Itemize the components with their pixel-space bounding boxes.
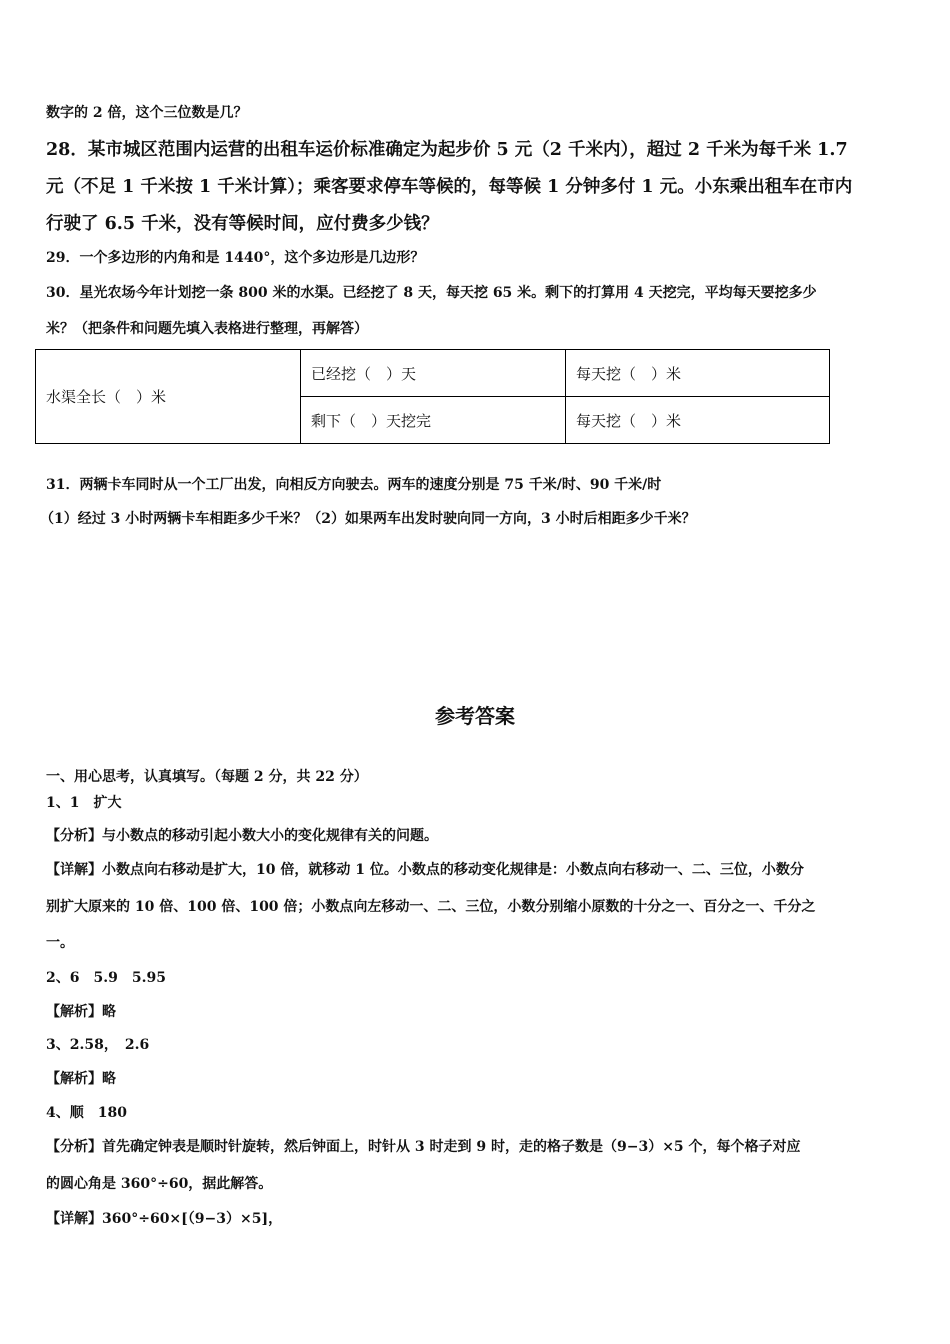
question-30-line-2: 米？（把条件和问题先填入表格进行整理，再解答） <box>46 321 368 337</box>
question-30-line-1: 30．星光农场今年计划挖一条 800 米的水渠。已经挖了 8 天，每天挖 65 米。剩下的打算用 4 天挖完，平均每天要挖多少 <box>46 285 817 301</box>
question-28-line-3: 行驶了 6.5 千米，没有等候时间，应付费多少钱？ <box>46 214 439 234</box>
question-continuation: 数字的 2 倍，这个三位数是几？ <box>46 105 248 121</box>
question-28-line-2: 元（不足 1 千米按 1 千米计算）；乘客要求停车等候的，每等候 1 分钟多付 1 元。小东乘出租车在市内 <box>46 177 853 197</box>
answer-4: 4、顺 180 <box>46 1105 127 1121</box>
answer-2-note: 【解析】略 <box>46 1004 116 1020</box>
question-28-line-1: 28．某市城区范围内运营的出租车运价标准确定为起步价 5 元（2 千米内），超过 2 千米为每千米 1.7 <box>46 140 848 160</box>
table-cell-length: 水渠全长（ ）米 <box>36 350 301 444</box>
question-29: 29．一个多边形的内角和是 1440°，这个多边形是几边形？ <box>46 250 425 266</box>
condition-table <box>35 349 830 444</box>
answer-1-detail-3: 一。 <box>46 935 74 951</box>
answer-1-detail-1: 【详解】小数点向右移动是扩大，10 倍，就移动 1 位。小数点的移动变化规律是：小数点向右移动一、二、三位，小数分 <box>46 862 804 878</box>
answer-2: 2、6 5.9 5.95 <box>46 970 166 986</box>
answer-1: 1、1 扩大 <box>46 795 122 811</box>
table-cell-remaining-days: 剩下（ ）天挖完 <box>301 397 566 444</box>
answer-4-analysis-2: 的圆心角是 360°÷60，据此解答。 <box>46 1176 273 1192</box>
answer-1-detail-2: 别扩大原来的 10 倍、100 倍、100 倍；小数点向左移动一、二、三位，小数分别缩小原数的十分之一、百分之一、千分之 <box>46 899 816 915</box>
answer-3: 3、2.58， 2.6 <box>46 1037 150 1053</box>
answer-4-detail: 【详解】360°÷60×[（9−3）×5]， <box>46 1211 283 1227</box>
answer-title: 参考答案 <box>435 704 515 728</box>
answer-4-analysis-1: 【分析】首先确定钟表是顺时针旋转，然后钟面上，时针从 3 时走到 9 时，走的格子数是（9−3）×5 个，每个格子对应 <box>46 1139 801 1155</box>
table-cell-per-day-1: 每天挖（ ）米 <box>566 350 830 397</box>
question-31-line-2: （1）经过 3 小时两辆卡车相距多少千米？（2）如果两车出发时驶向同一方向，3 小时后相距多少千米？ <box>40 511 696 527</box>
answer-3-note: 【解析】略 <box>46 1071 116 1087</box>
question-31-line-1: 31．两辆卡车同时从一个工厂出发，向相反方向驶去。两车的速度分别是 75 千米/时、90 千米/时 <box>46 477 662 493</box>
answer-1-analysis: 【分析】与小数点的移动引起小数大小的变化规律有关的问题。 <box>46 828 438 844</box>
answer-section-1: 一、用心思考，认真填写。（每题 2 分，共 22 分） <box>46 769 368 785</box>
table-cell-dug-days: 已经挖（ ）天 <box>301 350 566 397</box>
table-cell-per-day-2: 每天挖（ ）米 <box>566 397 830 444</box>
